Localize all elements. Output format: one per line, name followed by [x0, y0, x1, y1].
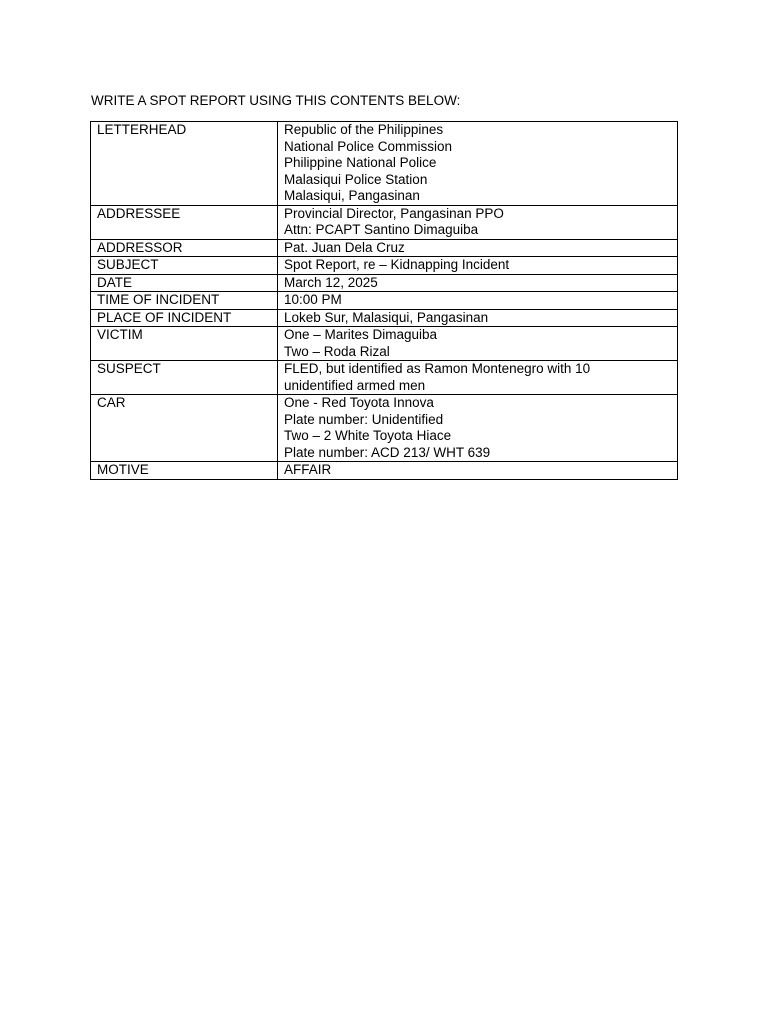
table-row-time-of-incident: [91, 292, 678, 310]
row-label: TIME OF INCIDENT: [91, 292, 278, 310]
table-row-subject: [91, 257, 678, 275]
row-label: ADDRESSOR: [91, 239, 278, 257]
value-line: National Police Commission: [284, 138, 453, 154]
row-value: [278, 122, 678, 206]
row-value: [278, 361, 678, 395]
value-line: Two – 2 White Toyota Hiace: [284, 428, 452, 443]
row-label: DATE: [91, 274, 278, 292]
table-row-suspect: [91, 361, 678, 395]
row-value: [278, 462, 678, 480]
row-value: [278, 309, 678, 327]
value-line: unidentified armed men: [284, 377, 426, 393]
value-line: FLED, but identified as Ramon Montenegro with 10: [284, 361, 591, 376]
row-label: CAR: [91, 395, 278, 462]
value-line: One - Red Toyota Innova: [284, 395, 434, 410]
table-row-place-of-incident: [91, 309, 678, 327]
table-row-letterhead: [91, 122, 678, 206]
row-value: [278, 292, 678, 310]
value-line: Philippine National Police: [284, 155, 437, 170]
value-line: March 12, 2025: [284, 274, 378, 290]
row-label: ADDRESSEE: [91, 205, 278, 239]
value-line: Provincial Director, Pangasinan PPO: [284, 205, 504, 221]
value-line: Malasiqui, Pangasinan: [284, 188, 420, 203]
row-label: MOTIVE: [91, 462, 278, 480]
instruction-heading: WRITE A SPOT REPORT USING THIS CONTENTS BELOW:: [91, 93, 461, 108]
row-label: SUSPECT: [91, 361, 278, 395]
row-label: LETTERHEAD: [91, 122, 278, 206]
value-line: Malasiqui Police Station: [284, 171, 428, 187]
spot-report-table: [90, 121, 678, 480]
value-line: 10:00 PM: [284, 292, 342, 307]
value-line: Plate number: ACD 213/ WHT 639: [284, 444, 491, 460]
value-line: Plate number: Unidentified: [284, 411, 444, 427]
value-line: Two – Roda Rizal: [284, 343, 390, 359]
value-line: Republic of the Philippines: [284, 122, 444, 137]
row-value: [278, 257, 678, 275]
spot-report-table-body: [91, 122, 678, 480]
row-value: [278, 239, 678, 257]
table-row-date: [91, 274, 678, 292]
value-line: Attn: PCAPT Santino Dimaguiba: [284, 222, 479, 237]
row-value: [278, 327, 678, 361]
row-label: VICTIM: [91, 327, 278, 361]
value-line: AFFAIR: [284, 462, 332, 477]
table-row-addressor: [91, 239, 678, 257]
table-row-addressee: [91, 205, 678, 239]
row-value: [278, 274, 678, 292]
row-label: PLACE OF INCIDENT: [91, 309, 278, 327]
value-line: One – Marites Dimaguiba: [284, 327, 438, 342]
value-line: Spot Report, re – Kidnapping Incident: [284, 257, 510, 272]
row-value: [278, 395, 678, 462]
value-line: Pat. Juan Dela Cruz: [284, 239, 405, 255]
table-row-victim: [91, 327, 678, 361]
row-value: [278, 205, 678, 239]
row-label: SUBJECT: [91, 257, 278, 275]
table-row-motive: [91, 462, 678, 480]
value-line: Lokeb Sur, Malasiqui, Pangasinan: [284, 309, 489, 325]
table-row-car: [91, 395, 678, 462]
